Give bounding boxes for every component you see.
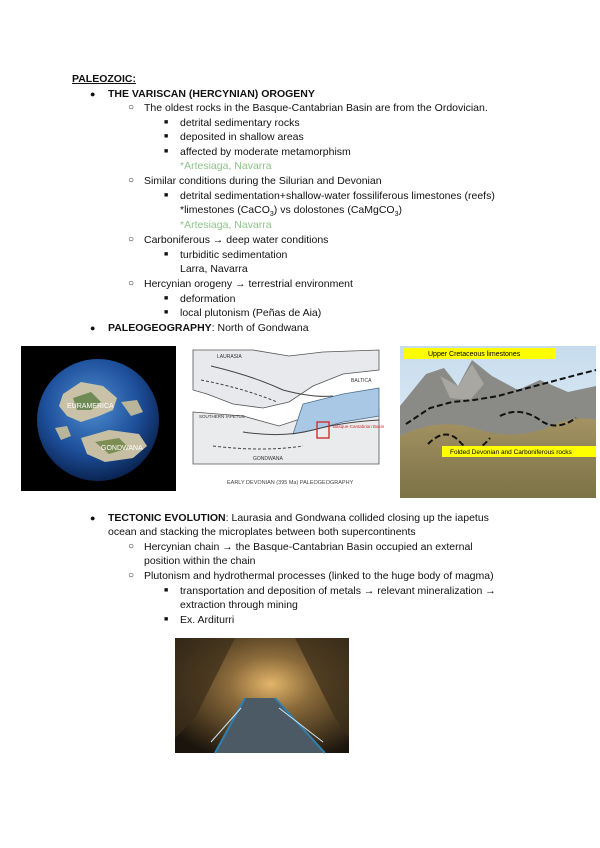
list-item: deformation <box>180 293 236 305</box>
bullet-circle: ○ <box>128 102 135 113</box>
location-note: *Artesiaga, Navarra <box>180 160 272 172</box>
formula-text: *limestones (CaCO <box>180 204 270 216</box>
bullet-dot: ● <box>90 513 96 523</box>
list-item: turbiditic sedimentation <box>180 249 288 261</box>
list-item: Carboniferous → deep water conditions <box>144 234 329 246</box>
bullet-square: ■ <box>164 119 169 126</box>
map-label: SOUTHERN IAPETUS <box>199 414 245 419</box>
section-title-paleogeography: PALEOGEOGRAPHY <box>108 322 212 334</box>
mine-photo <box>175 638 349 753</box>
globe-label: EURAMERICA <box>67 403 114 410</box>
location-note: *Artesiaga, Navarra <box>180 219 272 231</box>
list-item: affected by moderate metamorphism <box>180 146 351 158</box>
bullet-square: ■ <box>164 251 169 258</box>
paleogeography-text: : North of Gondwana <box>211 322 309 334</box>
bullet-square: ■ <box>164 133 169 140</box>
bullet-circle: ○ <box>128 175 135 186</box>
section-title-variscan: THE VARISCAN (HERCYNIAN) OROGENY <box>108 88 315 100</box>
bullet-square: ■ <box>164 192 169 199</box>
list-item: deposited in shallow areas <box>180 131 304 143</box>
section-title-tectonic: TECTONIC EVOLUTION <box>108 512 226 524</box>
globe-ocean <box>37 359 159 481</box>
globe-image <box>21 346 176 491</box>
location-note: Larra, Navarra <box>180 263 248 275</box>
list-item: transportation and deposition of metals → relevant mineralization → <box>180 585 496 597</box>
list-item: The oldest rocks in the Basque-Cantabrian Basin are from the Ordovician. <box>144 102 488 114</box>
page-heading: PALEOZOIC: <box>72 73 136 85</box>
paleogeography-line <box>108 321 309 335</box>
map-caption: EARLY DEVONIAN (395 Ma) PALEOGEOGRAPHY <box>227 480 354 486</box>
tectonic-text: : Laurasia and Gondwana collided closing up the iapetus <box>225 512 489 524</box>
map-label: GONDWANA <box>253 456 283 462</box>
map-label: LAURASIA <box>217 354 242 360</box>
list-item: Ex. Arditurri <box>180 614 235 626</box>
bullet-square: ■ <box>164 616 169 623</box>
bullet-circle: ○ <box>128 570 135 581</box>
map-label: Basque-Cantabrian Basin <box>333 424 385 429</box>
list-item: detrital sedimentary rocks <box>180 117 300 129</box>
paleogeography-map <box>193 346 385 493</box>
bullet-square: ■ <box>164 309 169 316</box>
list-item: detrital sedimentation+shallow-water fossiliferous limestones (reefs) <box>180 190 495 202</box>
bullet-dot: ● <box>90 89 96 99</box>
bullet-circle: ○ <box>128 234 135 245</box>
bullet-dot: ● <box>90 323 96 333</box>
bullet-circle: ○ <box>128 541 135 552</box>
formula-subscript: 3 <box>269 211 274 219</box>
list-item-cont: extraction through mining <box>180 599 298 611</box>
formula-subscript: 3 <box>394 211 399 219</box>
globe-label: GONDWANA <box>101 445 143 452</box>
list-item: Plutonism and hydrothermal processes (linked to the huge body of magma) <box>144 570 494 582</box>
list-item: Similar conditions during the Silurian and Devonian <box>144 175 382 187</box>
bullet-circle: ○ <box>128 278 135 289</box>
formula-text: ) vs dolostones (CaMgCO <box>273 204 395 216</box>
formula-text: ) <box>398 204 402 216</box>
list-item: Hercynian chain → the Basque-Cantabrian Basin occupied an external <box>144 541 473 553</box>
bullet-square: ■ <box>164 148 169 155</box>
photo-label: Folded Devonian and Carboniferous rocks <box>450 449 572 456</box>
list-item: Hercynian orogeny → terrestrial environment <box>144 278 353 290</box>
mountain-photo <box>400 346 596 498</box>
photo-label: Upper Cretaceous limestones <box>428 351 521 358</box>
map-label: BALTICA <box>351 378 372 384</box>
tectonic-text-cont: ocean and stacking the microplates between both supercontinents <box>108 526 416 538</box>
list-item: local plutonism (Peñas de Aia) <box>180 307 322 319</box>
tectonic-evolution-line <box>108 511 528 525</box>
bullet-square: ■ <box>164 587 169 594</box>
bullet-square: ■ <box>164 295 169 302</box>
list-item-cont: position within the chain <box>144 555 256 567</box>
